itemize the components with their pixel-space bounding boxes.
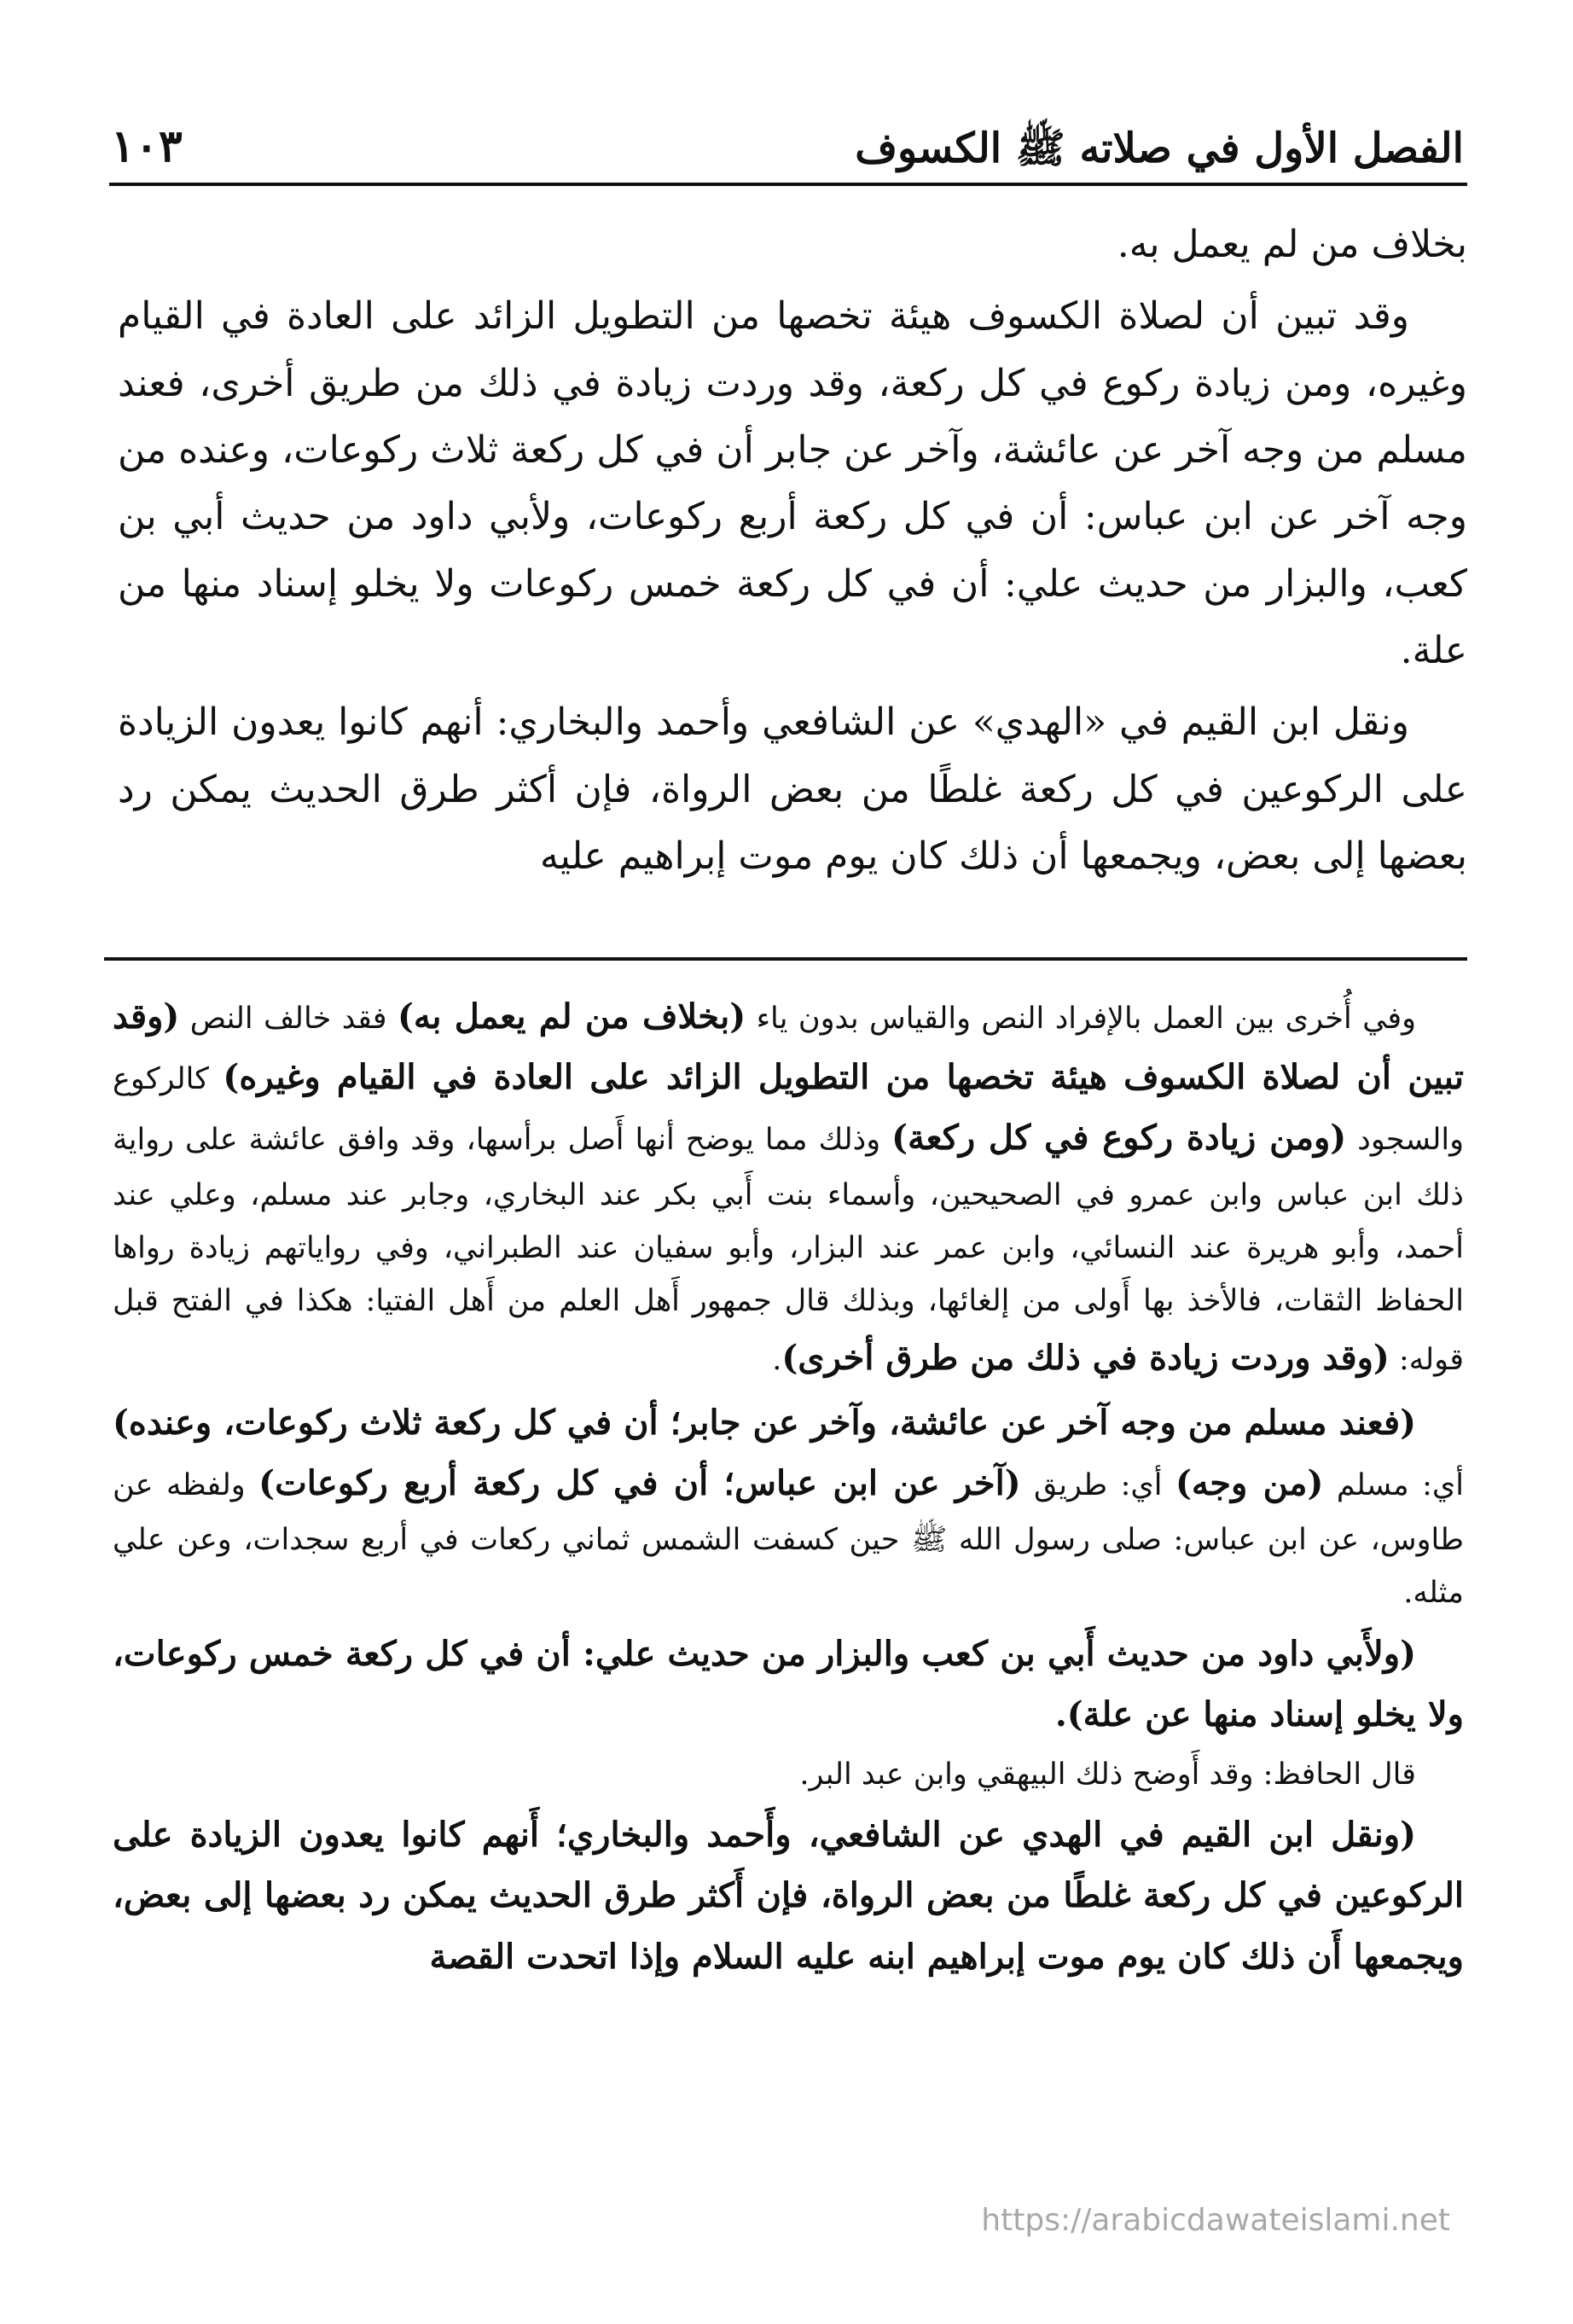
note-text: ولفظه عن طاوس، عن ابن عباس: صلى رسول الله ﷺ حين كسفت الشمس ثماني ركعات في أربع سجدات، وعن علي مثله.: [113, 1467, 1465, 1611]
quoted-text: (من وجه): [1175, 1462, 1324, 1503]
commentary: [113, 986, 1464, 1990]
note-text: أي: طريق: [1020, 1467, 1175, 1502]
note-text: أي: مسلم: [1323, 1467, 1465, 1502]
commentary-paragraph-4: قال الحافظ: وقد أَوضح ذلك البيهقي وابن عبد البر.: [799, 1757, 1416, 1792]
quoted-text: (آخر عن ابن عباس؛ أن في كل ركعة أربع ركوعات): [258, 1462, 1021, 1503]
quoted-text: (ومن زيادة ركوع في كل ركعة): [891, 1118, 1347, 1159]
quoted-text: (وقد تبين أن لصلاة الكسوف هيئة تخصها من التطويل الزائد على العادة في القيام وغيره): [113, 996, 1464, 1098]
note-text: وذلك مما يوضح أنها أَصل برأسها، وقد وافق عائشة على رواية ذلك ابن عباس وابن عمرو في الصحيحين، وأسماء بنت أَبي بكر عند البخاري، وجابر عند مسلم، وعلي عند أحمد، وأبو هريرة عند النسائي، وابن عمر عند البزار، وأبو سفيان عند الطبراني، وفي رواياتهم زيادة رواها الحفاظ الثقات، فالأخذ بها أَولى من إلغائها، وبذلك قال جمهور أَهل العلم من أَهل الفتيا: هكذا في الفتح قبل قوله:: [113, 1123, 1464, 1378]
main-paragraph-2: وقد تبين أن لصلاة الكسوف هيئة تخصها من التطويل الزائد على العادة في القيام وغيره، ومن زيادة ركوع في كل ركعة، وقد وردت زيادة في ذلك من طريق أخرى، فعند مسلم من وجه آخر عن عائشة، وآخر عن جابر أن في كل ركعة ثلاث ركوعات، وعنده من وجه آخر عن ابن عباس: أن في كل ركعة أربع ركوعات، ولأبي داود من حديث أبي بن كعب، والبزار من حديث علي: أن في كل ركعة خمس ركوعات ولا يخلو إسناد منها من علة.: [118, 294, 1467, 672]
header-rule: [109, 183, 1467, 186]
page-header: [111, 101, 1464, 172]
quoted-text: (وقد وردت زيادة في ذلك من طرق أخرى): [781, 1338, 1390, 1379]
note-text: فقد خالف النص: [179, 1002, 398, 1036]
commentary-paragraph-5: (ونقل ابن القيم في الهدي عن الشافعي، وأَحمد والبخاري؛ أَنهم كانوا يعدون الزيادة على الركوعين في كل ركعة غلطًا من بعض الرواة، فإن أَكثر طرق الحديث يمكن رد بعضها إلى بعض، ويجمعها أَن ذلك كان يوم موت إبراهيم ابنه عليه السلام وإذا اتحدت القصة: [113, 1815, 1464, 1977]
footnote-separator: [104, 957, 1467, 961]
site-watermark: https://arabicdawateislami.net: [981, 2203, 1450, 2238]
commentary-paragraph-1: [113, 986, 1464, 1389]
main-text: [118, 212, 1467, 895]
page-number: ١٠٣: [111, 120, 183, 172]
quoted-text: (فعند مسلم من وجه آخر عن عائشة، وآخر عن جابر؛ أن في كل ركعة ثلاث ركوعات، وعنده): [113, 1402, 1416, 1443]
note-text: كالركوع والسجود: [113, 1062, 1465, 1158]
quoted-text: (بخلاف من لم يعمل به): [397, 996, 746, 1037]
main-paragraph-3: ونقل ابن القيم في «الهدي» عن الشافعي وأحمد والبخاري: أنهم كانوا يعدون الزيادة على الركوعين في كل ركعة غلطًا من بعض الرواة، فإن أكثر طرق الحديث يمكن رد بعضها إلى بعض، ويجمعها أن ذلك كان يوم موت إبراهيم عليه: [118, 700, 1467, 878]
note-text: وفي أُخرى بين العمل بالإفراد النص والقياس بدون ياء: [746, 1002, 1416, 1036]
commentary-paragraph-3: (ولأَبي داود من حديث أَبي بن كعب والبزار من حديث علي: أن في كل ركعة خمس ركوعات، ولا يخلو إسناد منها عن علة).: [113, 1633, 1464, 1734]
note-text: .: [772, 1343, 782, 1378]
chapter-title: الفصل الأول في صلاته ﷺ الكسوف: [855, 125, 1464, 172]
commentary-paragraph-2: [113, 1392, 1464, 1620]
main-paragraph-1: بخلاف من لم يعمل به.: [1117, 223, 1467, 266]
